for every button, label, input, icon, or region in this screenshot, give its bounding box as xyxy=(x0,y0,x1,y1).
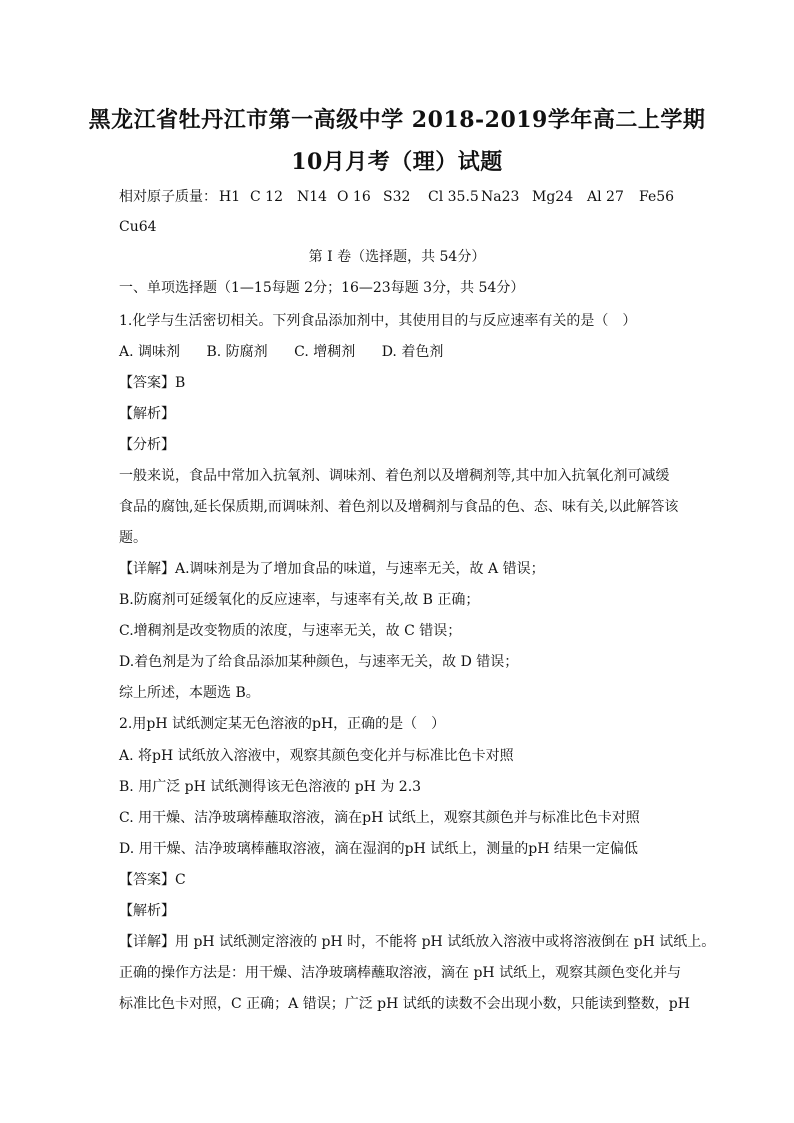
q1-option-c: C. 增稠剂 xyxy=(294,344,356,360)
document-title-line-1: 黑龙江省牡丹江市第一高级中学 2018-2019学年高二上学期 xyxy=(88,107,706,133)
atomic-mass-n: N14 xyxy=(297,189,328,205)
q1-analysis-label: 【解析】 xyxy=(119,406,175,422)
question-2-stem: 2.用pH 试纸测定某无色溶液的pH，正确的是（ ） xyxy=(119,716,446,732)
q1-detail-line: C.增稠剂是改变物质的浓度，与速率无关，故 C 错误； xyxy=(119,623,462,639)
q1-detail-line: B.防腐剂可延缓氧化的反应速率，与速率有关,故 B 正确； xyxy=(119,592,480,608)
part-title: 一、单项选择题（1—15每题 2分；16—23每题 3分，共 54分） xyxy=(119,280,525,296)
atomic-mass-row xyxy=(119,186,679,208)
q1-detail-line: D.着色剂是为了给食品添加某种颜色，与速率无关，故 D 错误； xyxy=(119,654,519,670)
atomic-mass-cl: Cl 35.5 xyxy=(428,189,479,205)
q2-option-a: A. 将pH 试纸放入溶液中，观察其颜色变化并与标准比色卡对照 xyxy=(119,748,514,764)
q2-analysis-label: 【解析】 xyxy=(119,903,175,919)
q2-option-d: D. 用干燥、洁净玻璃棒蘸取溶液，滴在湿润的pH 试纸上，测量的pH 结果一定偏低 xyxy=(119,841,638,857)
q2-detail-line: 标准比色卡对照，C 正确；A 错误；广泛 pH 试纸的读数不会出现小数，只能读到整数，pH xyxy=(119,996,690,1012)
atomic-mass-na: Na23 xyxy=(481,189,520,205)
atomic-mass-fe: Fe56 xyxy=(639,189,675,205)
q1-detail-line: 综上所述，本题选 B。 xyxy=(119,685,260,701)
question-1-options xyxy=(119,341,465,363)
atomic-mass-o: O 16 xyxy=(337,189,371,205)
atomic-mass-c: C 12 xyxy=(250,189,283,205)
q1-option-d: D. 着色剂 xyxy=(381,344,444,360)
atomic-mass-wrap: Cu64 xyxy=(119,219,157,235)
q1-option-b: B. 防腐剂 xyxy=(206,344,268,360)
atomic-mass-al: Al 27 xyxy=(587,189,624,205)
q1-fenxi-line: 题。 xyxy=(119,530,147,546)
q2-option-b: B. 用广泛 pH 试纸测得该无色溶液的 pH 为 2.3 xyxy=(119,779,422,795)
atomic-mass-label: 相对原子质量： xyxy=(119,189,217,205)
document-title-line-2: 10月月考（理）试题 xyxy=(291,149,503,175)
q1-fenxi-label: 【分析】 xyxy=(119,437,175,453)
q1-option-a: A. 调味剂 xyxy=(119,344,181,360)
question-1-stem: 1.化学与生活密切相关。下列食品添加剂中，其使用目的与反应速率有关的是（ ） xyxy=(119,313,637,329)
q1-fenxi-line: 食品的腐蚀,延长保质期,而调味剂、着色剂以及增稠剂与食品的色、态、味有关,以此解答该 xyxy=(119,499,679,515)
q2-option-c: C. 用干燥、洁净玻璃棒蘸取溶液，滴在pH 试纸上，观察其颜色并与标准比色卡对照 xyxy=(119,810,640,826)
atomic-mass-h: H1 xyxy=(219,189,241,205)
atomic-mass-mg: Mg24 xyxy=(532,189,574,205)
q2-answer: 【答案】C xyxy=(119,872,186,888)
q1-fenxi-line: 一般来说，食品中常加入抗氧剂、调味剂、着色剂以及增稠剂等,其中加入抗氧化剂可减缓 xyxy=(119,468,670,484)
q1-detail-line: 【详解】A.调味剂是为了增加食品的味道，与速率无关，故 A 错误； xyxy=(119,561,545,577)
q1-answer: 【答案】B xyxy=(119,375,186,391)
atomic-mass-s: S32 xyxy=(383,189,411,205)
q2-detail-line: 【详解】用 pH 试纸测定溶液的 pH 时，不能将 pH 试纸放入溶液中或将溶液倒在 pH 试纸上。 xyxy=(119,934,716,950)
section-title: 第 I 卷（选择题，共 54分） xyxy=(308,249,486,265)
q2-detail-line: 正确的操作方法是：用干燥、洁净玻璃棒蘸取溶液，滴在 pH 试纸上，观察其颜色变化并与 xyxy=(119,965,682,981)
